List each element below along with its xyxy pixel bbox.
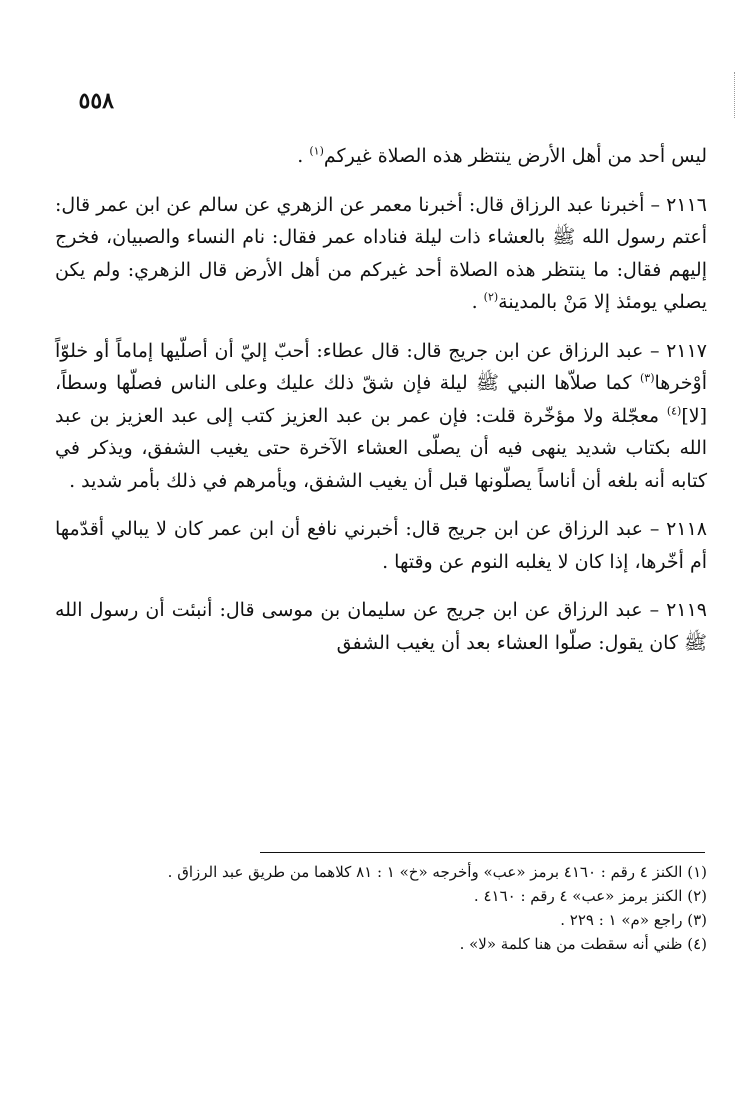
paragraph-continuation [55,140,707,173]
page-number: ٥٥٨ [78,88,114,114]
footnote-1: (١) الكنز ٤ رقم : ٤١٦٠ برمز «عب» وأخرجه «خ» ١ : ٨١ كلاهما من طريق عبد الرزاق . [167,863,707,881]
hadith-number: ٢١١٧ [666,339,707,362]
hadith-2118 [55,513,707,578]
footnote-ref: (٣) [639,371,655,385]
hadith-2117 [55,335,707,498]
hadith-text: – عبد الرزاق عن ابن جريج قال: أخبرني نافع أن ابن عمر كان لا يبالي أقدّمها أم أخّرها، إذا كان لا يغلبه النوم عن وقتها . [55,518,707,573]
footnote-ref: (٢) [483,290,499,304]
paragraph-end: . [297,145,310,167]
footnotes [55,860,707,956]
body-text [55,140,707,675]
hadith-text-continued: كما صلاّها النبي ﷺ ليلة فإن شقّ ذلك عليك وعلى الناس فصلّها وسطاً، [لا] [55,372,707,427]
paragraph-end: . [471,291,484,313]
footnote-ref: (٤) [666,404,682,418]
hadith-2116 [55,189,707,319]
footnote-2: (٢) الكنز برمز «عب» ٤ رقم : ٤١٦٠ . [473,887,707,905]
hadith-text-end: معجّلة ولا مؤخّرة قلت: فإن عمر بن عبد العزيز كتب إلى عبد العزيز بن عبد الله بكتاب شديد ينهى فيه أن يصلّى العشاء الآخرة حتى يغيب الشفق، ويذكر في كتابه أنه بلغه أن أناساً يصلّونها قبل أن يغيب الشفق، ويأمرهم في ذلك بأمر شديد . [55,404,707,492]
paragraph-text: ليس أحد من أهل الأرض ينتظر هذه الصلاة غيركم [323,145,707,167]
hadith-text: – عبد الرزاق عن ابن جريج قال: قال عطاء: أحبّ إليّ أن أصلّيها إماماً أو خلوّاً أوْخرها [55,339,707,394]
margin-mark [734,72,735,118]
hadith-number: ٢١١٦ [666,193,707,216]
footnote-ref: (١) [309,144,324,158]
footnote-3: (٣) راجع «م» ١ : ٢٢٩ . [560,911,707,929]
hadith-2119 [55,594,707,659]
hadith-text: – عبد الرزاق عن ابن جريج عن سليمان بن موسى قال: أنبئت أن رسول الله ﷺ كان يقول: صلّوا العشاء بعد أن يغيب الشفق [55,599,707,654]
footnote-4: (٤) ظني أنه سقطت من هنا كلمة «لا» . [459,935,707,953]
hadith-text: – أخبرنا عبد الرزاق قال: أخبرنا معمر عن الزهري عن سالم عن ابن عمر قال: أعتم رسول الله ﷺ بالعشاء ذات ليلة فناداه عمر فقال: نام النساء والصبيان، فخرج إليهم فقال: ما ينتظر هذه الصلاة أحد غيركم من أهل الأرض قال الزهري: ولم يكن يصلي يومئذ إلا مَنْ بالمدينة [55,193,707,313]
footnote-divider [260,852,705,853]
hadith-number: ٢١١٨ [666,518,707,540]
hadith-number: ٢١١٩ [666,599,707,621]
